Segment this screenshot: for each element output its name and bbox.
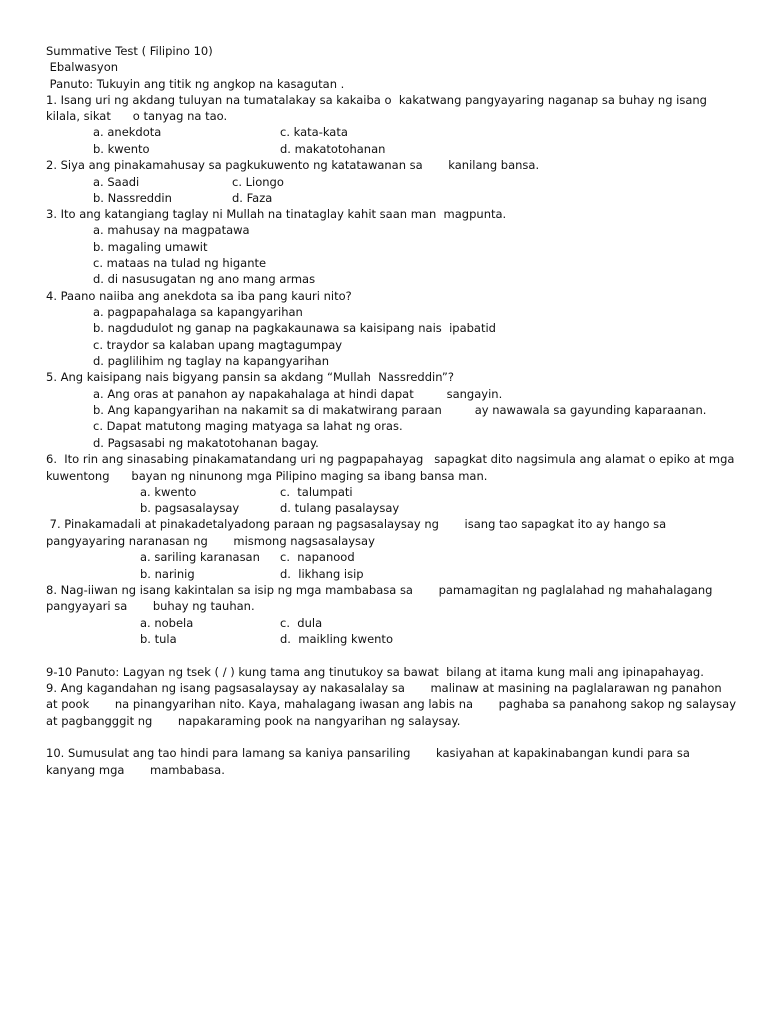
question-2-option-b: b. Nassreddin [93,191,172,205]
question-9-line-2: at pook na pinangyarihan nito. Kaya, mahalagang iwasan ang labis na paghaba sa panahong sakop ng salaysay [46,697,737,711]
question-3-option-d: d. di nasusugatan ng ano mang armas [93,272,316,286]
question-4-option-c: c. traydor sa kalaban upang magtagumpay [93,338,343,352]
question-1-option-a: a. anekdota [93,125,162,139]
test-title: Summative Test ( Filipino 10) [46,44,213,58]
question-6-option-c: c. talumpati [280,485,353,499]
question-3-line-1: 3. Ito ang katangiang taglay ni Mullah na tinataglay kahit saan man magpunta. [46,207,507,221]
question-6-line-1: 6. Ito rin ang sinasabing pinakamatandang uri ng pagpapahayag sapagkat dito nagsimula ang alamat o epiko at mga [46,452,735,466]
question-5-option-c: c. Dapat matutong maging matyaga sa lahat ng oras. [93,419,403,433]
question-9-line-3: at pagbangggit ng napakaraming pook na nangyarihan ng salaysay. [46,714,461,728]
question-6-option-d: d. tulang pasalaysay [280,501,400,515]
question-8-option-c: c. dula [280,616,323,630]
question-7-option-c: c. napanood [280,550,355,564]
question-2-option-c: c. Liongo [232,175,284,189]
question-2-option-d: d. Faza [232,191,273,205]
question-4-option-d: d. paglilihim ng taglay na kapangyarihan [93,354,330,368]
question-6-line-2: kuwentong bayan ng ninunong mga Pilipino maging sa ibang bansa man. [46,469,488,483]
question-8-option-d: d. maikling kwento [280,632,393,646]
question-5-line-1: 5. Ang kaisipang nais bigyang pansin sa akdang “Mullah Nassreddin”? [46,370,454,384]
test-subtitle: Ebalwasyon [46,60,119,74]
question-8-option-a: a. nobela [140,616,194,630]
question-7-option-d: d. likhang isip [280,567,364,581]
question-4-line-1: 4. Paano naiiba ang anekdota sa iba pang kauri nito? [46,289,352,303]
question-1-option-b: b. kwento [93,142,150,156]
question-7-option-b: b. narinig [140,567,195,581]
question-6-option-a: a. kwento [140,485,197,499]
question-1-option-d: d. makatotohanan [280,142,386,156]
question-7-option-a: a. sariling karanasan [140,550,260,564]
question-5-option-d: d. Pagsasabi ng makatotohanan bagay. [93,436,319,450]
question-1-line-2: kilala, sikat o tanyag na tao. [46,109,228,123]
question-8-line-1: 8. Nag-iiwan ng isang kakintalan sa isip ng mga mambabasa sa pamamagitan ng paglalahad ng mahahalagang [46,583,713,597]
question-10-line-1: 10. Sumusulat ang tao hindi para lamang sa kaniya pansariling kasiyahan at kapakinabangan kundi para sa [46,746,690,760]
question-3-option-a: a. mahusay na magpatawa [93,223,250,237]
question-6-option-b: b. pagsasalaysay [140,501,240,515]
part-2-instruction: 9-10 Panuto: Lagyan ng tsek ( / ) kung tama ang tinutukoy sa bawat bilang at itama kung mali ang ipinapahayag. [46,665,704,679]
question-9-line-1: 9. Ang kagandahan ng isang pagsasalaysay ay nakasalalay sa malinaw at masining na paglalarawan ng panahon [46,681,722,695]
question-2-option-a: a. Saadi [93,175,140,189]
question-10-line-2: kanyang mga mambabasa. [46,763,225,777]
question-7-line-2: pangyayaring naranasan ng mismong nagsasalaysay [46,534,375,548]
question-5-option-b: b. Ang kapangyarihan na nakamit sa di makatwirang paraan ay nawawala sa gayunding kaparaanan. [93,403,707,417]
test-instruction: Panuto: Tukuyin ang titik ng angkop na kasagutan . [46,77,345,91]
question-1-option-c: c. kata-kata [280,125,348,139]
question-5-option-a: a. Ang oras at panahon ay napakahalaga at hindi dapat sangayin. [93,387,503,401]
question-1-line-1: 1. Isang uri ng akdang tuluyan na tumatalakay sa kakaiba o kakatwang pangyayaring naganap sa buhay ng isang [46,93,707,107]
question-7-line-1: 7. Pinakamadali at pinakadetalyadong paraan ng pagsasalaysay ng isang tao sapagkat ito ay hango sa [46,517,667,531]
question-4-option-b: b. nagdudulot ng ganap na pagkakaunawa sa kaisipang nais ipabatid [93,321,496,335]
question-8-option-b: b. tula [140,632,177,646]
question-3-option-b: b. magaling umawit [93,240,208,254]
question-2-line-1: 2. Siya ang pinakamahusay sa pagkukuwento ng katatawanan sa kanilang bansa. [46,158,540,172]
question-8-line-2: pangyayari sa buhay ng tauhan. [46,599,255,613]
question-4-option-a: a. pagpapahalaga sa kapangyarihan [93,305,303,319]
question-3-option-c: c. mataas na tulad ng higante [93,256,267,270]
